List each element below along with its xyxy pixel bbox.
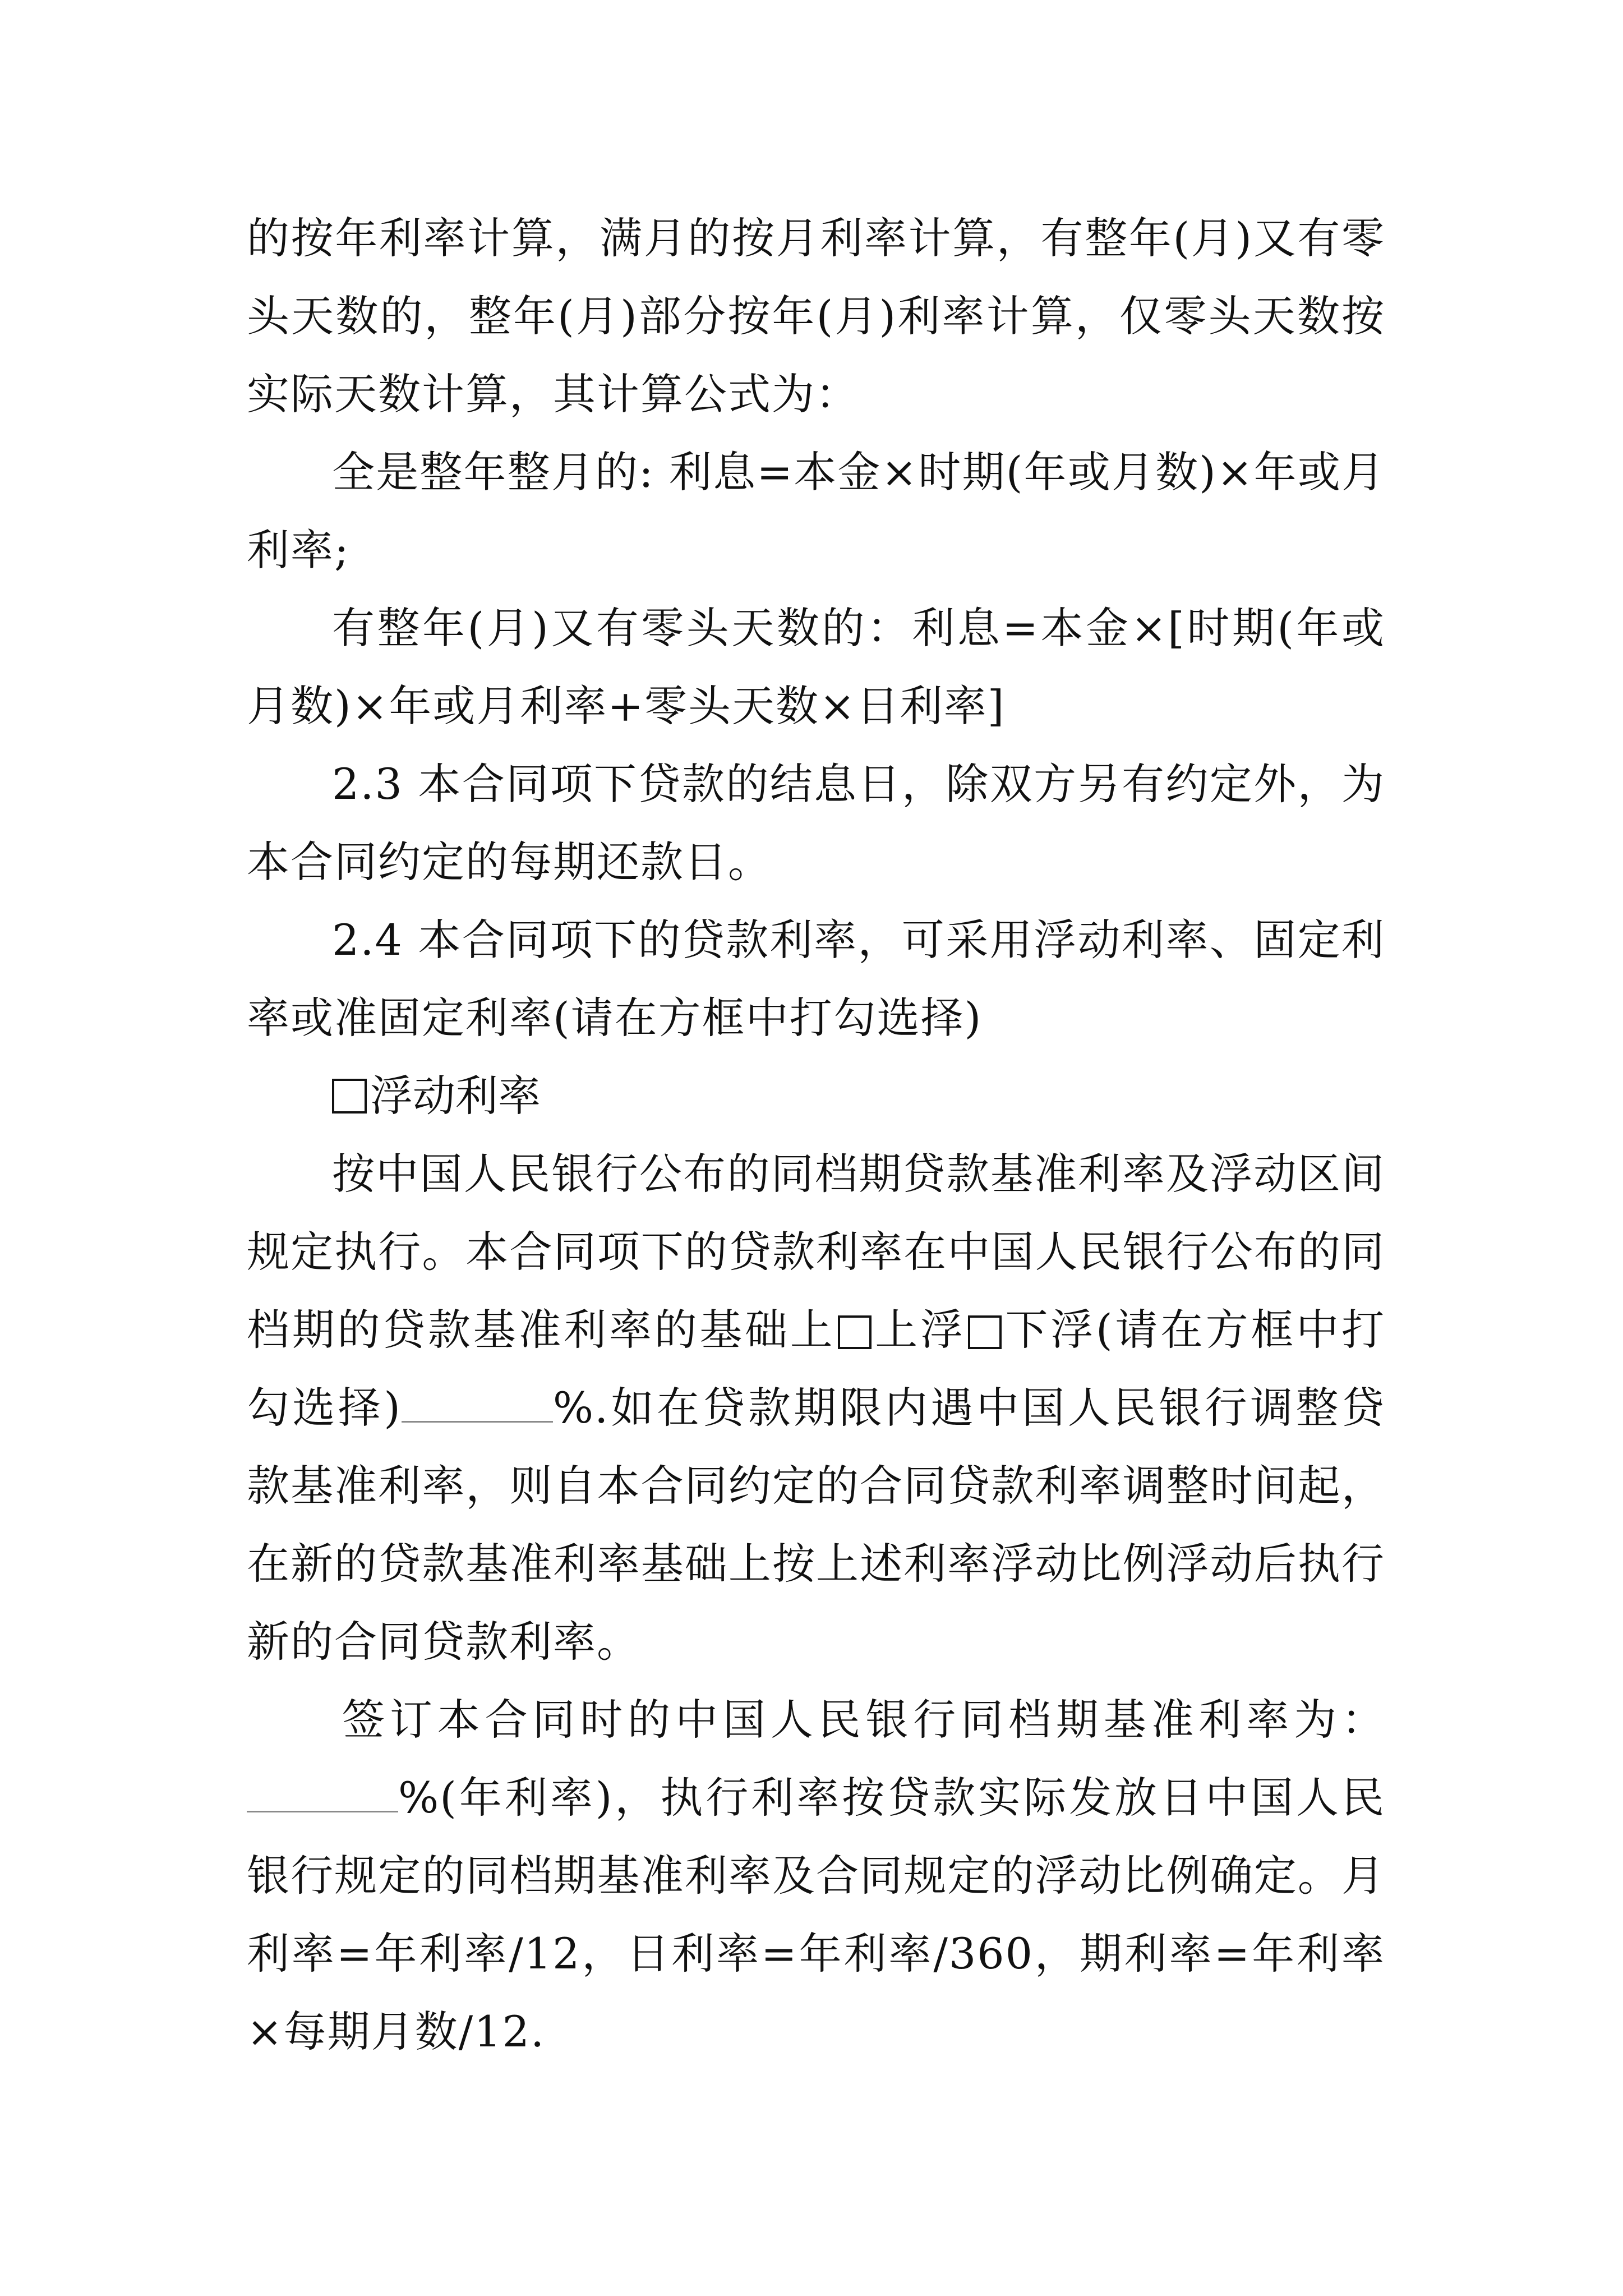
floating-rule-continuation: %.如在贷款期限内遇中国人民银行调整贷款基准利率，则自本合同约定的合同贷款利率调整时间起，在新的贷款基准利率基础上按上述利率浮动比例浮动后执行新的合同贷款利率。 bbox=[247, 1383, 1386, 1667]
paragraph-formula-whole: 全是整年整月的: 利息=本金×时期(年或月数)×年或月利率; bbox=[247, 447, 1385, 575]
base-rate-continuation: %(年利率)，执行利率按贷款实际发放日中国人民银行规定的同档期基准利率及合同规定的浮动比例确定。月利率=年利率/12，日利率=年利率/360，期利率=年利率×每期月数/12. bbox=[247, 1773, 1385, 2056]
paragraph-floating-rate-rules bbox=[247, 1135, 1385, 1681]
base-rate-blank[interactable] bbox=[247, 1775, 398, 1812]
paragraph-interest-calculation: 的按年利率计算，满月的按月利率计算，有整年(月)又有零头天数的，整年(月)部分按年(月)利率计算，仅零头天数按实际天数计算，其计算公式为： bbox=[247, 213, 1385, 419]
paragraph-formula-mixed: 有整年(月)又有零头天数的：利息=本金×[时期(年或月数)×年或月利率+零头天数×日利率] bbox=[247, 603, 1385, 731]
checkbox-instruction: (请在方框中打勾选择) bbox=[247, 1305, 1386, 1433]
base-rate-text: 签订本合同时的中国人民银行同档期基准利率为： bbox=[342, 1695, 1385, 1745]
float-percent-blank[interactable] bbox=[402, 1385, 553, 1423]
paragraph-base-rate bbox=[247, 1681, 1385, 2070]
rate-down-label: 下浮 bbox=[1003, 1305, 1096, 1355]
paragraph-rate-options: 2.4 本合同项下的贷款利率，可采用浮动利率、固定利率或准固定利率(请在方框中打勾选择) bbox=[247, 915, 1385, 1043]
rate-up-checkbox[interactable] bbox=[838, 1315, 872, 1349]
paragraph-settlement-date: 2.3 本合同项下贷款的结息日，除双方另有约定外，为本合同约定的每期还款日。 bbox=[247, 759, 1385, 887]
rate-down-checkbox[interactable] bbox=[968, 1315, 1002, 1349]
floating-rate-label: 浮动利率 bbox=[370, 1071, 541, 1121]
floating-rule-text: 按中国人民银行公布的同档期贷款基准利率及浮动区间规定执行。本合同项下的贷款利率在中国人民银行公布的同档期的贷款基准利率的基础上 bbox=[247, 1149, 1385, 1355]
document-body bbox=[247, 199, 1385, 2070]
floating-rate-checkbox[interactable] bbox=[332, 1079, 367, 1114]
floating-rate-option[interactable] bbox=[247, 1057, 1385, 1135]
rate-up-label: 上浮 bbox=[873, 1305, 966, 1355]
